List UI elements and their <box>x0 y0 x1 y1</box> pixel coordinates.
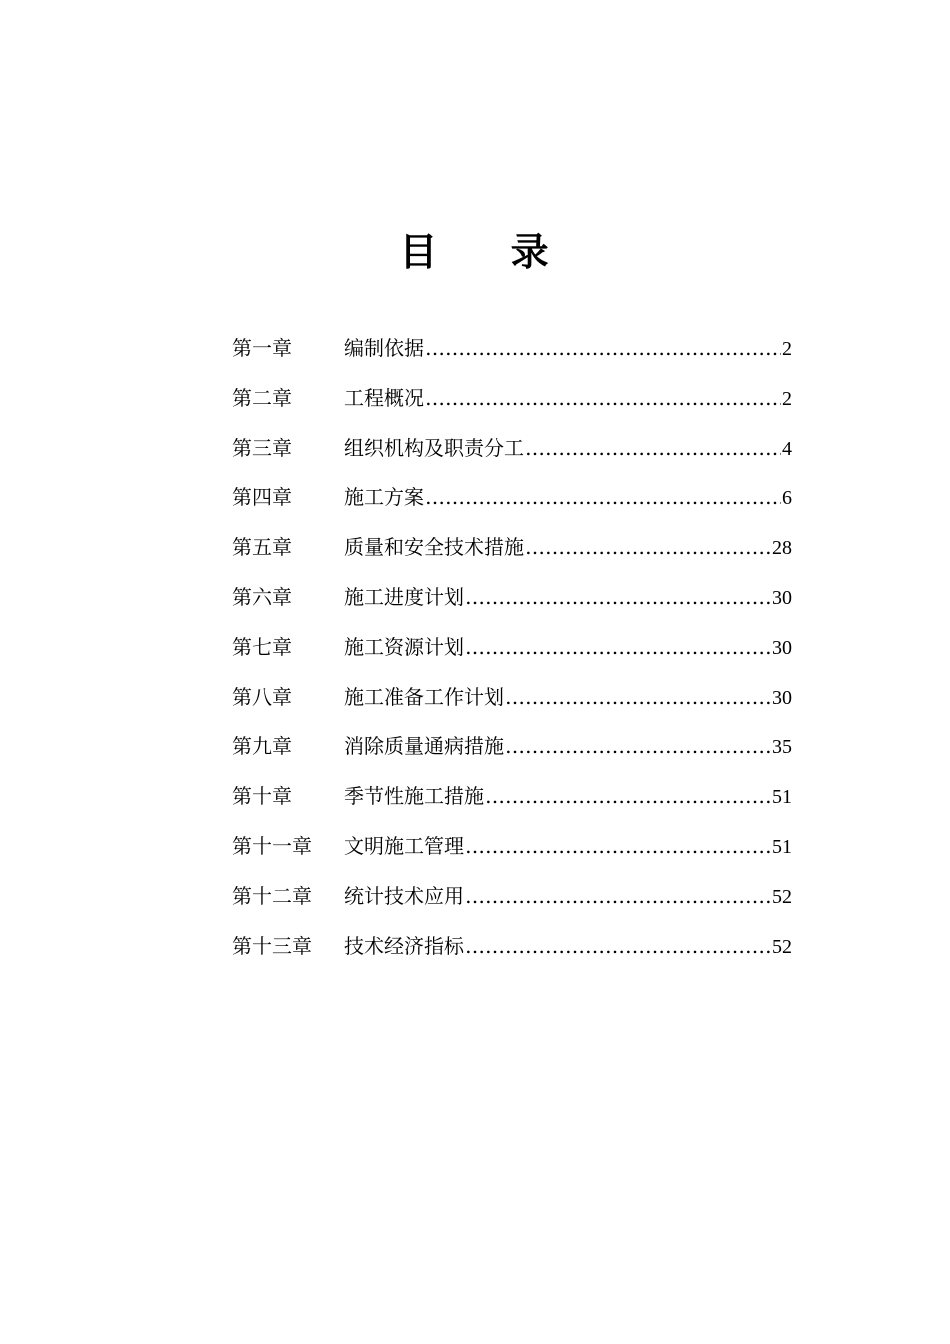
toc-chapter-number: 第一章 <box>232 336 292 360</box>
toc-page-number: 52 <box>772 935 792 958</box>
toc-chapter-number: 第十三章 <box>232 933 312 958</box>
toc-chapter-number: 第二章 <box>232 385 292 410</box>
toc-page-number: 30 <box>772 586 792 609</box>
toc-entry[interactable] <box>232 473 792 523</box>
toc-dot-leader <box>465 922 771 972</box>
toc-dot-leader <box>425 473 781 523</box>
toc-page-number: 35 <box>772 736 792 759</box>
toc-page-number: 2 <box>782 338 792 360</box>
toc-chapter-title: 季节性施工措施 <box>344 784 484 809</box>
toc-chapter-title: 编制依据 <box>344 336 424 360</box>
toc-page-number: 51 <box>772 786 792 809</box>
toc-dot-leader <box>485 772 771 822</box>
toc-entry[interactable] <box>232 922 792 972</box>
toc-entry[interactable] <box>232 424 792 474</box>
toc-page-number: 2 <box>782 387 792 410</box>
toc-entry[interactable] <box>232 722 792 772</box>
table-of-contents <box>232 324 792 971</box>
page-title: 目 录 <box>399 229 579 274</box>
toc-page-number: 52 <box>772 885 792 908</box>
toc-dot-leader <box>525 523 771 573</box>
toc-chapter-number: 第八章 <box>232 684 292 709</box>
toc-dot-leader <box>465 872 771 922</box>
toc-page-number: 28 <box>772 537 792 560</box>
toc-chapter-number: 第四章 <box>232 485 292 510</box>
toc-dot-leader <box>425 324 781 374</box>
toc-page-number: 6 <box>782 487 792 510</box>
toc-page-number: 51 <box>772 835 792 858</box>
toc-chapter-title: 施工进度计划 <box>344 584 464 609</box>
toc-page-number: 30 <box>772 636 792 659</box>
toc-entry[interactable] <box>232 872 792 922</box>
toc-chapter-number: 第九章 <box>232 734 292 759</box>
toc-dot-leader <box>505 722 771 772</box>
toc-chapter-title: 施工方案 <box>344 485 424 510</box>
toc-entry[interactable] <box>232 374 792 424</box>
toc-dot-leader <box>465 623 771 673</box>
toc-entry[interactable] <box>232 673 792 723</box>
toc-entry[interactable] <box>232 523 792 573</box>
toc-entry[interactable] <box>232 324 792 374</box>
toc-chapter-title: 文明施工管理 <box>344 833 464 858</box>
toc-entry[interactable] <box>232 772 792 822</box>
toc-chapter-title: 工程概况 <box>344 385 424 410</box>
toc-page-number: 30 <box>772 686 792 709</box>
toc-dot-leader <box>425 374 781 424</box>
toc-dot-leader <box>525 424 781 474</box>
toc-entry[interactable] <box>232 822 792 872</box>
toc-entry[interactable] <box>232 623 792 673</box>
toc-dot-leader <box>465 573 771 623</box>
toc-chapter-title: 消除质量通病措施 <box>344 734 504 759</box>
toc-chapter-number: 第三章 <box>232 435 292 460</box>
toc-chapter-number: 第五章 <box>232 535 292 560</box>
toc-chapter-title: 统计技术应用 <box>344 883 464 908</box>
toc-chapter-title: 技术经济指标 <box>344 933 464 958</box>
toc-chapter-number: 第六章 <box>232 584 292 609</box>
toc-chapter-number: 第十一章 <box>232 833 312 858</box>
toc-chapter-number: 第七章 <box>232 634 292 659</box>
toc-chapter-number: 第十二章 <box>232 883 312 908</box>
toc-chapter-title: 质量和安全技术措施 <box>344 535 524 560</box>
toc-page-number: 4 <box>782 437 792 460</box>
toc-entry[interactable] <box>232 573 792 623</box>
toc-chapter-title: 组织机构及职责分工 <box>344 435 524 460</box>
toc-dot-leader <box>505 673 771 723</box>
toc-chapter-title: 施工准备工作计划 <box>344 684 504 709</box>
toc-dot-leader <box>465 822 771 872</box>
toc-chapter-title: 施工资源计划 <box>344 634 464 659</box>
toc-chapter-number: 第十章 <box>232 784 292 809</box>
